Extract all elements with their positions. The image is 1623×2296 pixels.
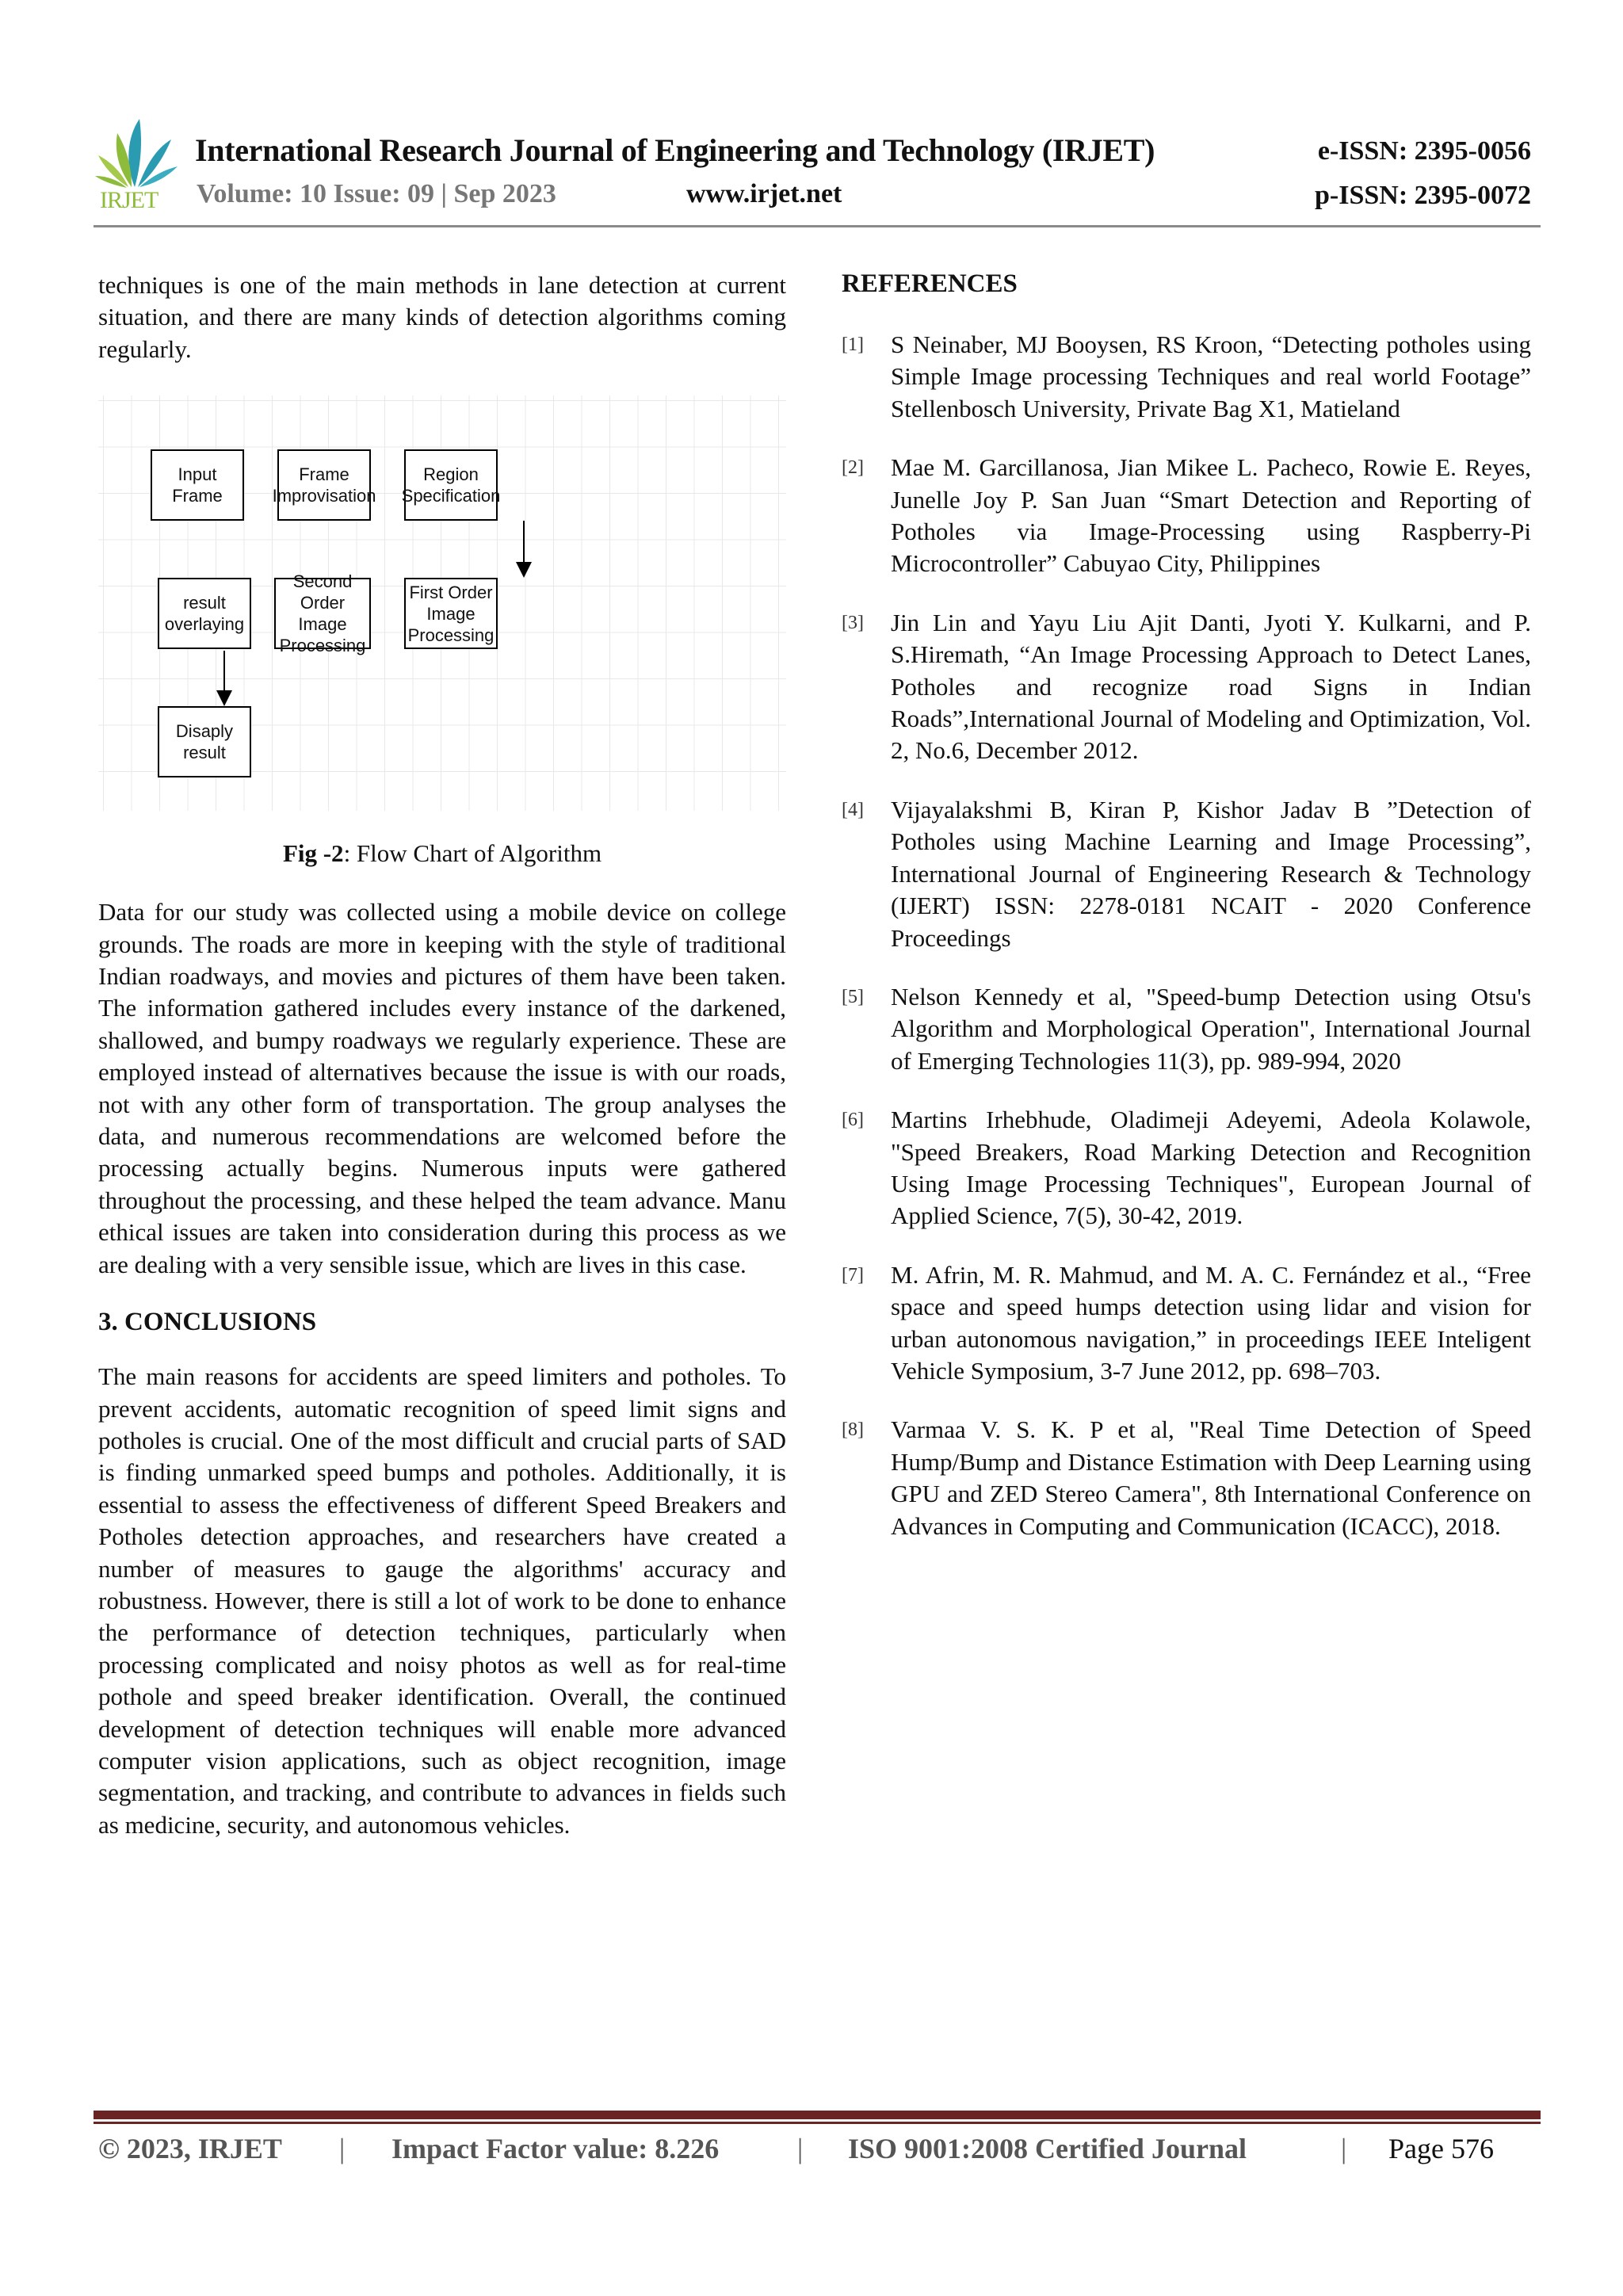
p-issn: p-ISSN: 2395-0072 bbox=[1315, 181, 1531, 210]
footer-copyright: © 2023, IRJET bbox=[98, 2133, 282, 2164]
caption-label: Fig -2 bbox=[282, 839, 344, 868]
left-column bbox=[98, 269, 786, 1841]
reference-item bbox=[842, 794, 1531, 954]
reference-item bbox=[842, 607, 1531, 767]
reference-text: Martins Irhebhude, Oladimeji Adeyemi, Adeola Kolawole, "Speed Breakers, Road Marking Detection and Recognition Using Image Processing Techniques", European Journal of Applied Science, 7(5), 30-42, 2019. bbox=[891, 1106, 1531, 1230]
data-paragraph: Data for our study was collected using a mobile device on college grounds. The roads are more in keeping with the style of traditional Indian roadways, and movies and pictures of them have been taken. The information gathered includes every instance of the darkened, shallowed, and bumpy roadways we regularly experience. These are employed instead of alternatives because the issue is with our roads, not with any other form of transportation. The group analyses the data, and numerous recommendations are welcomed before the processing actually begins. Numerous inputs were gathered throughout the processing, and these helped the team advance. Manu ethical issues are taken into consideration during this process as we are dealing with a very sensible issue, which are lives in this case. bbox=[98, 898, 786, 1278]
volume-issue: Volume: 10 Issue: 09 | Sep 2023 bbox=[197, 179, 556, 208]
flow-chart-figure bbox=[98, 395, 786, 811]
reference-text: M. Afrin, M. R. Mahmud, and M. A. C. Fernández et al., “Free space and speed humps detection using lidar and vision for urban autonomous navigation,” in proceedings IEEE Inteligent Vehicle Symposium, 3-7 June 2012, pp. 698–703. bbox=[891, 1260, 1531, 1385]
footer-separator: | bbox=[1341, 2133, 1347, 2164]
box-display-result: Disaply result bbox=[158, 706, 251, 777]
reference-item bbox=[842, 1259, 1531, 1388]
footer-divider-thin bbox=[94, 2122, 1541, 2124]
reference-number: [4] bbox=[842, 799, 864, 820]
reference-text: Varmaa V. S. K. P et al, "Real Time Detection of Speed Hump/Bump and Distance Estimation with Deep Learning using GPU and ZED Stereo Camera", 8th International Conference on Advances in Computing and Communication (ICACC), 2018. bbox=[891, 1415, 1531, 1540]
reference-number: [2] bbox=[842, 457, 864, 479]
references-heading: REFERENCES bbox=[842, 269, 1018, 298]
website-link[interactable]: www.irjet.net bbox=[686, 179, 842, 208]
right-column bbox=[842, 269, 1531, 1569]
page-header bbox=[94, 111, 1541, 230]
box-region-specification: Region Specification bbox=[404, 449, 498, 521]
footer-page-number: Page 576 bbox=[1388, 2133, 1494, 2164]
logo-text: IRJET bbox=[100, 187, 158, 213]
reference-item bbox=[842, 1104, 1531, 1232]
footer-impact-factor: Impact Factor value: 8.226 bbox=[391, 2133, 720, 2164]
leaf-logo-icon bbox=[94, 117, 179, 189]
reference-number: [5] bbox=[842, 986, 864, 1007]
reference-number: [1] bbox=[842, 334, 864, 355]
journal-title: International Research Journal of Engineering and Technology (IRJET) bbox=[195, 132, 1155, 168]
irjet-logo bbox=[94, 117, 179, 211]
box-result-overlaying: result overlaying bbox=[158, 578, 251, 649]
box-second-order-processing: Second Order Image Processing bbox=[274, 578, 371, 649]
caption-text: : Flow Chart of Algorithm bbox=[343, 839, 602, 868]
box-input-frame: Input Frame bbox=[151, 449, 244, 521]
reference-number: [3] bbox=[842, 612, 864, 633]
footer-iso: ISO 9001:2008 Certified Journal bbox=[848, 2133, 1247, 2164]
intro-paragraph: techniques is one of the main methods in lane detection at current situation, and there are many kinds of detection algorithms coming regularly. bbox=[98, 271, 786, 363]
conclusions-heading: 3. CONCLUSIONS bbox=[98, 1308, 317, 1337]
footer-separator: | bbox=[797, 2133, 804, 2164]
box-first-order-processing: First Order Image Processing bbox=[404, 578, 498, 649]
e-issn: e-ISSN: 2395-0056 bbox=[1317, 136, 1531, 166]
reference-text: Vijayalakshmi B, Kiran P, Kishor Jadav B ”Detection of Potholes using Machine Learning and Image Processing”, International Journal of Engineering Research & Technology (IJERT) ISSN: 2278-0181 NCAIT - 2020 Conference Proceedings bbox=[891, 795, 1531, 952]
box-frame-improvisation: Frame Improvisation bbox=[277, 449, 371, 521]
reference-number: [7] bbox=[842, 1264, 864, 1286]
reference-item bbox=[842, 981, 1531, 1077]
page-footer bbox=[94, 2132, 1541, 2172]
reference-item bbox=[842, 452, 1531, 580]
reference-item bbox=[842, 329, 1531, 425]
footer-divider bbox=[94, 2111, 1541, 2119]
reference-text: Nelson Kennedy et al, "Speed-bump Detection using Otsu's Algorithm and Morphological Operation", International Journal of Emerging Technologies 11(3), pp. 989-994, 2020 bbox=[891, 982, 1531, 1075]
figure-caption bbox=[98, 839, 786, 868]
reference-text: Mae M. Garcillanosa, Jian Mikee L. Pacheco, Rowie E. Reyes, Junelle Joy P. San Juan “Smart Detection and Reporting of Potholes via Image-Processing using Raspberry-Pi Microcontroller” Cabuyao City, Philippines bbox=[891, 453, 1531, 578]
conclusions-paragraph: The main reasons for accidents are speed limiters and potholes. To prevent accidents, automatic recognition of speed limit signs and potholes is crucial. One of the most difficult and crucial parts of SAD is finding unmarked speed bumps and potholes. Additionally, it is essential to assess the effectiveness of different Speed Breakers and Potholes detection approaches, and researchers have created a number of measures to gauge the algorithms' accuracy and robustness. However, there is still a lot of work to be done to enhance the performance of detection techniques, particularly when processing complicated and noisy photos as well as for real-time pothole and speed breaker identification. Overall, the continued development of detection techniques will enable more advanced computer vision applications, such as object recognition, image segmentation, and tracking, and contribute to advances in fields such as medicine, security, and autonomous vehicles. bbox=[98, 1362, 786, 1839]
header-divider bbox=[94, 225, 1541, 227]
reference-text: S Neinaber, MJ Booysen, RS Kroon, “Detecting potholes using Simple Image processing Techniques and real world Footage” Stellenbosch University, Private Bag X1, Matieland bbox=[891, 330, 1531, 422]
reference-text: Jin Lin and Yayu Liu Ajit Danti, Jyoti Y. Kulkarni, and P. S.Hiremath, “An Image Processing Approach to Detect Lanes, Potholes and recognize road Signs in Indian Roads”,International Journal of Modeling and Optimization, Vol. 2, No.6, December 2012. bbox=[891, 608, 1531, 765]
reference-item bbox=[842, 1414, 1531, 1542]
reference-number: [6] bbox=[842, 1110, 864, 1131]
reference-number: [8] bbox=[842, 1419, 864, 1441]
footer-separator: | bbox=[339, 2133, 346, 2164]
